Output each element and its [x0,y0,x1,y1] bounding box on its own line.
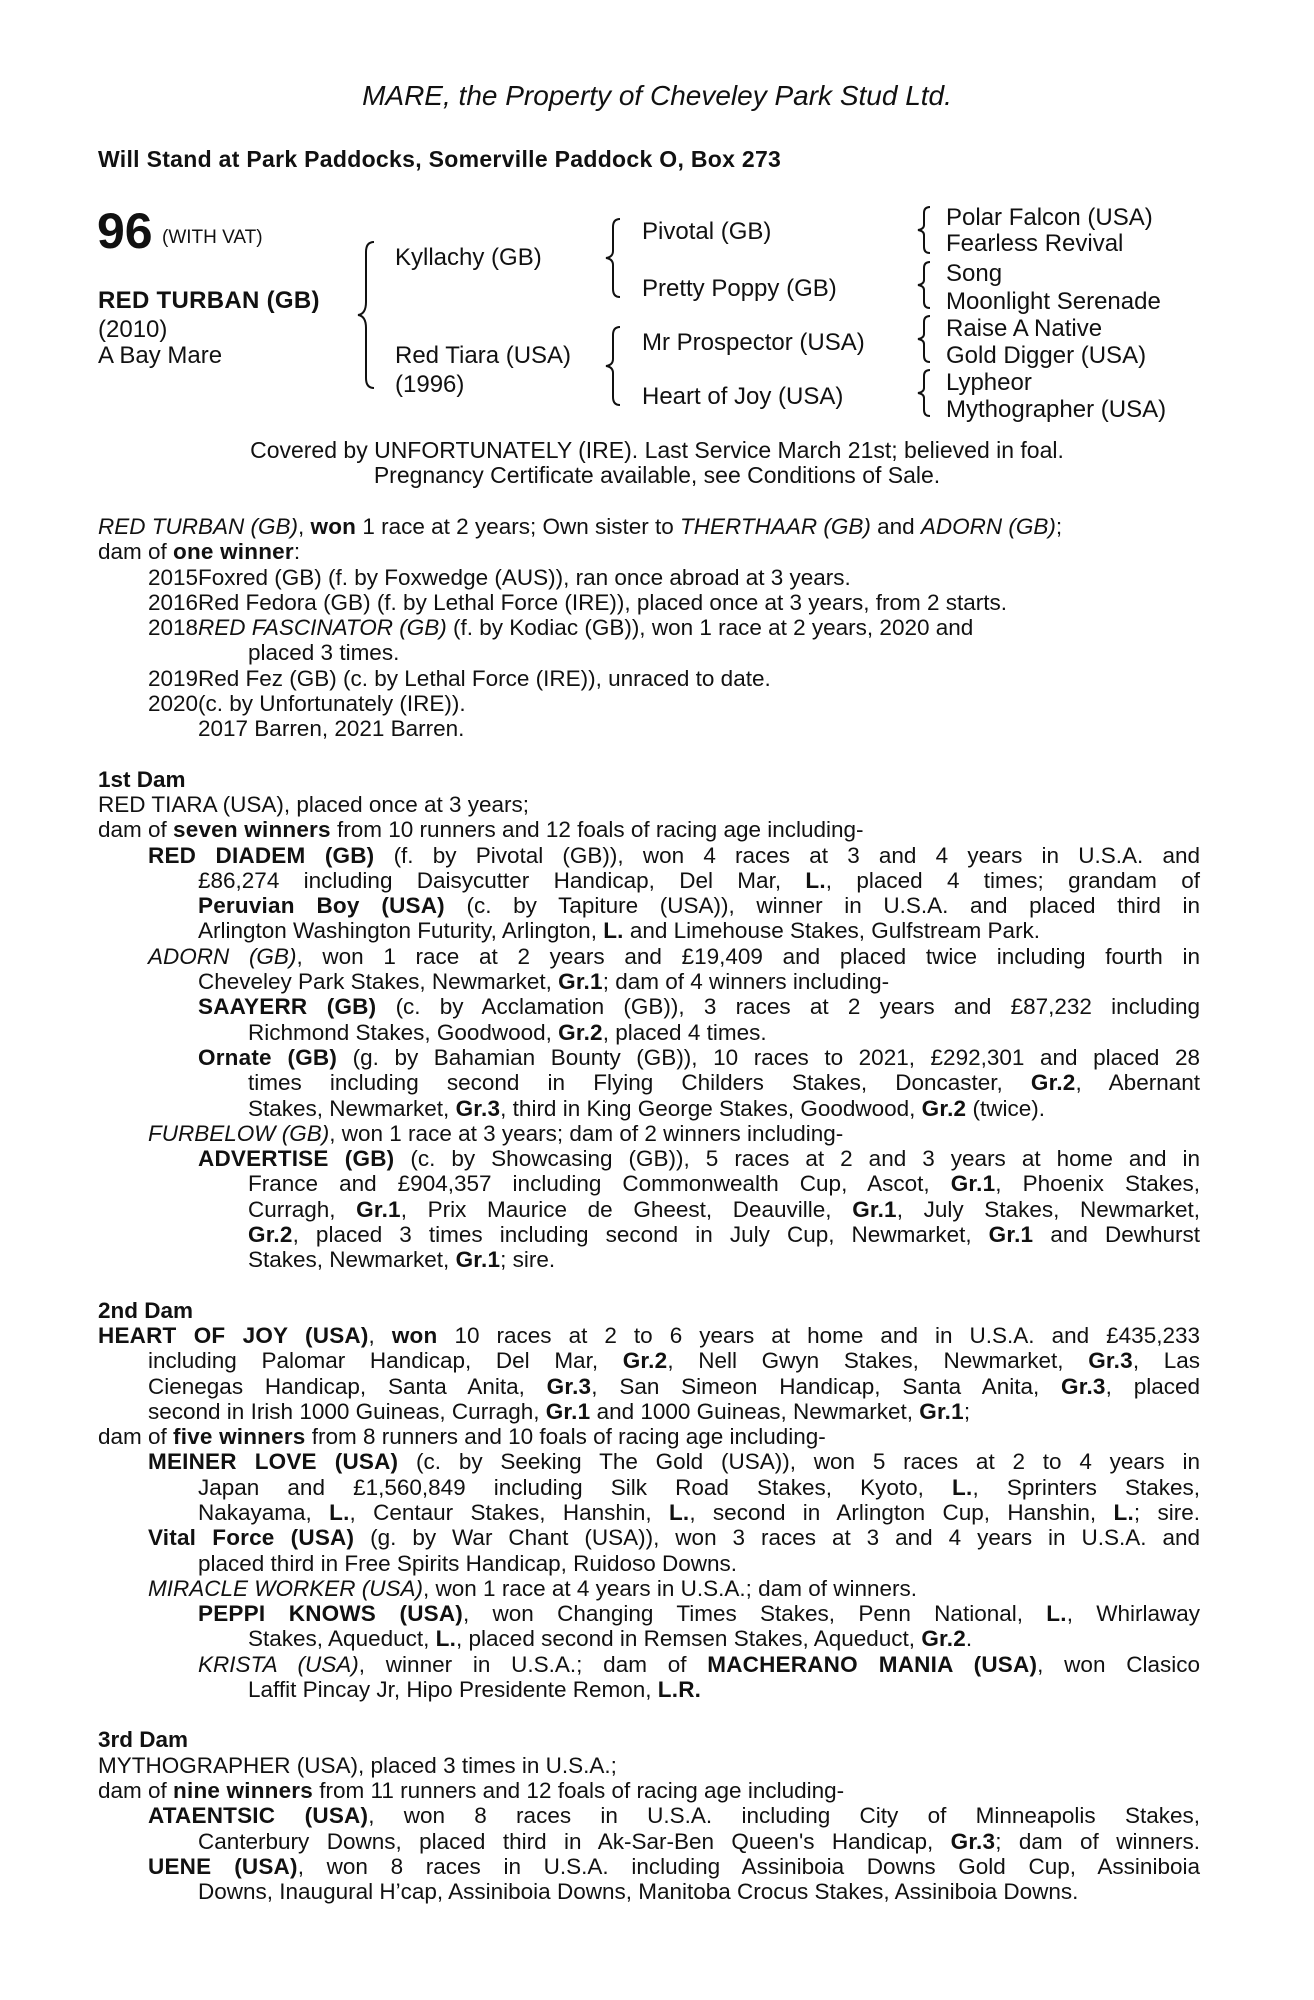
pedigree-brace-3 [914,314,934,364]
produce-row: 2018RED FASCINATOR (GB) (f. by Kodiac (GB)), won 1 race at 2 years, 2020 and [148,615,974,641]
entry-line: including Palomar Handicap, Del Mar, Gr.2, Nell Gwyn Stakes, Newmarket, Gr.3, Las [148,1348,1201,1374]
entry-line: Curragh, Gr.1, Prix Maurice de Gheest, Deauville, Gr.1, July Stakes, Newmarket, [248,1196,1200,1222]
entry-line: KRISTA (USA), winner in U.S.A.; dam of MACHERANO MANIA (USA), won Clasico [198,1651,1200,1677]
horse-name-ref: RED TURBAN (GB) [98,514,299,539]
covering-line-1: Covered by UNFORTUNATELY (IRE). Last Service March 21st; believed in foal. [250,437,1064,463]
entry-line: Vital Force (USA) (g. by War Chant (USA)), won 3 races at 3 and 4 years in U.S.A. and [148,1525,1200,1551]
pedigree-dam-year: (1996) [395,371,465,398]
entry-line: PEPPI KNOWS (USA), won Changing Times Stakes, Penn National, L., Whirlaway [198,1601,1200,1627]
horse-description: A Bay Mare [98,342,223,369]
entry-line: Ornate (GB) (g. by Bahamian Bounty (GB)), 10 races to 2021, £292,301 and placed 28 [198,1044,1200,1070]
entry-line: times including second in Flying Childers Stakes, Doncaster, Gr.2, Abernant [248,1070,1200,1096]
entry-line: Arlington Washington Futurity, Arlington, L. and Limehouse Stakes, Gulfstream Park. [198,918,1041,944]
pedigree-brace-2 [914,260,934,310]
pedigree-dam-sire: Mr Prospector (USA) [642,329,865,356]
first-dam-line: RED TIARA (USA), placed once at 3 years; [98,791,530,817]
entry-line: Gr.2, placed 3 times including second in July Cup, Newmarket, Gr.1 and Dewhurst [248,1222,1200,1248]
pedigree-sds: Song [946,260,1003,287]
entry-line: HEART OF JOY (USA), won 10 races at 2 to 6 years at home and in U.S.A. and £435,233 [98,1322,1200,1348]
entry-line: Cheveley Park Stakes, Newmarket, Gr.1; dam of 4 winners including- [198,969,890,995]
entry-line: second in Irish 1000 Guineas, Curragh, Gr.1 and 1000 Guineas, Newmarket, Gr.1; [148,1398,971,1424]
entry-line: Japan and £1,560,849 including Silk Road Stakes, Kyoto, L., Sprinters Stakes, [198,1474,1200,1500]
entry-line: Laffit Pincay Jr, Hipo Presidente Remon, L.R. [248,1677,702,1703]
pedigree-sire: Kyllachy (GB) [395,244,542,271]
second-dam-heading: 2nd Dam [98,1297,194,1323]
stand-location: Will Stand at Park Paddocks, Somerville Paddock O, Box 273 [98,146,782,172]
entry-line: Stakes, Newmarket, Gr.3, third in King George Stakes, Goodwood, Gr.2 (twice). [248,1095,1046,1121]
produce-row: 2020(c. by Unfortunately (IRE)). [148,691,466,717]
pedigree-ssd: Fearless Revival [946,230,1124,257]
pedigree-brace-sire [602,217,624,299]
produce-row: 2017 Barren, 2021 Barren. [198,716,465,742]
horse-name: RED TURBAN (GB) [98,287,320,314]
entry-line: SAAYERR (GB) (c. by Acclamation (GB)), 3 races at 2 years and £87,232 including [198,994,1200,1020]
entry-line: Stakes, Aqueduct, L., placed second in Remsen Stakes, Aqueduct, Gr.2. [248,1626,973,1652]
produce-row-cont: placed 3 times. [248,640,400,666]
produce-row: 2015Foxred (GB) (f. by Foxwedge (AUS)), ran once abroad at 3 years. [148,564,851,590]
entry-line: UENE (USA), won 8 races in U.S.A. including Assiniboia Downs Gold Cup, Assiniboia [148,1853,1200,1879]
pedigree-brace-main [354,240,378,390]
entry-line: ADORN (GB), won 1 race at 2 years and £19,409 and placed twice including fourth in [148,943,1200,969]
produce-row: 2019Red Fez (GB) (c. by Lethal Force (IRE)), unraced to date. [148,665,771,691]
first-dam-line: dam of seven winners from 10 runners and 12 foals of racing age including- [98,817,864,843]
pedigree-sire-sire: Pivotal (GB) [642,218,772,245]
pedigree-brace-dam [602,325,624,407]
entry-line: dam of nine winners from 11 runners and 12 foals of racing age including- [98,1777,845,1803]
entry-line: ATAENTSIC (USA), won 8 races in U.S.A. including City of Minneapolis Stakes, [148,1803,1200,1829]
first-dam-heading: 1st Dam [98,766,186,792]
entry-line: Richmond Stakes, Goodwood, Gr.2, placed 4 times. [248,1019,767,1045]
entry-line: £86,274 including Daisycutter Handicap, Del Mar, L., placed 4 times; grandam of [198,867,1200,893]
entry-line: FURBELOW (GB), won 1 race at 3 years; dam of 2 winners including- [148,1120,844,1146]
entry-line: dam of five winners from 8 runners and 10 foals of racing age including- [98,1424,826,1450]
entry-line: France and £904,357 including Commonwealth Cup, Ascot, Gr.1, Phoenix Stakes, [248,1171,1200,1197]
entry-line: placed third in Free Spirits Handicap, Ruidoso Downs. [198,1550,738,1576]
covering-line-2: Pregnancy Certificate available, see Conditions of Sale. [373,462,941,488]
pedigree-brace-4 [914,368,934,418]
entry-line: Peruvian Boy (USA) (c. by Tapiture (USA)), winner in U.S.A. and placed third in [198,893,1200,919]
entry-line: Stakes, Newmarket, Gr.1; sire. [248,1247,556,1273]
pedigree-dsd: Gold Digger (USA) [946,342,1147,369]
entry-line: MEINER LOVE (USA) (c. by Seeking The Gold (USA)), won 5 races at 2 to 4 years in [148,1449,1200,1475]
entry-line: MIRACLE WORKER (USA), won 1 race at 4 years in U.S.A.; dam of winners. [148,1575,917,1601]
pedigree-sdd: Moonlight Serenade [946,288,1161,315]
pedigree-dds: Lypheor [946,369,1032,396]
page-title: MARE, the Property of Cheveley Park Stud Ltd. [362,80,952,111]
entry-line: ADVERTISE (GB) (c. by Showcasing (GB)), 5 races at 2 and 3 years at home and in [198,1146,1201,1172]
third-dam-heading: 3rd Dam [98,1727,189,1753]
pedigree-brace-1 [914,205,934,255]
pedigree-sss: Polar Falcon (USA) [946,204,1153,231]
entry-line: MYTHOGRAPHER (USA), placed 3 times in U.S.A.; [98,1752,617,1778]
covering-note [0,438,1314,488]
entry-line: RED DIADEM (GB) (f. by Pivotal (GB)), won 4 races at 3 and 4 years in U.S.A. and [148,842,1200,868]
vat-note: (WITH VAT) [162,227,263,248]
horse-year: (2010) [98,316,168,343]
pedigree-dss: Raise A Native [946,315,1103,342]
entry-line: Downs, Inaugural H’cap, Assiniboia Downs, Manitoba Crocus Stakes, Assiniboia Downs. [198,1879,1079,1905]
entry-line: Canterbury Downs, placed third in Ak-Sar-Ben Queen's Handicap, Gr.3; dam of winners. [198,1828,1200,1854]
pedigree-dam: Red Tiara (USA) [395,342,572,369]
entry-line: Nakayama, L., Centaur Stakes, Hanshin, L., second in Arlington Cup, Hanshin, L.; sire. [198,1499,1200,1525]
produce-row: 2016Red Fedora (GB) (f. by Lethal Force (IRE)), placed once at 3 years, from 2 starts. [148,589,1008,615]
lot-number: 96 [97,203,153,259]
catalogue-body [98,514,1200,1904]
pedigree-dam-dam: Heart of Joy (USA) [642,383,844,410]
pedigree-sire-dam: Pretty Poppy (GB) [642,275,837,302]
entry-line: Cienegas Handicap, Santa Anita, Gr.3, San Simeon Handicap, Santa Anita, Gr.3, placed [148,1373,1200,1399]
pedigree-ddd: Mythographer (USA) [946,396,1167,423]
intro-line-2: dam of one winner: [98,539,301,565]
intro-line-1: RED TURBAN (GB), won 1 race at 2 years; Own sister to THERTHAAR (GB) and ADORN (GB); [98,514,1063,539]
